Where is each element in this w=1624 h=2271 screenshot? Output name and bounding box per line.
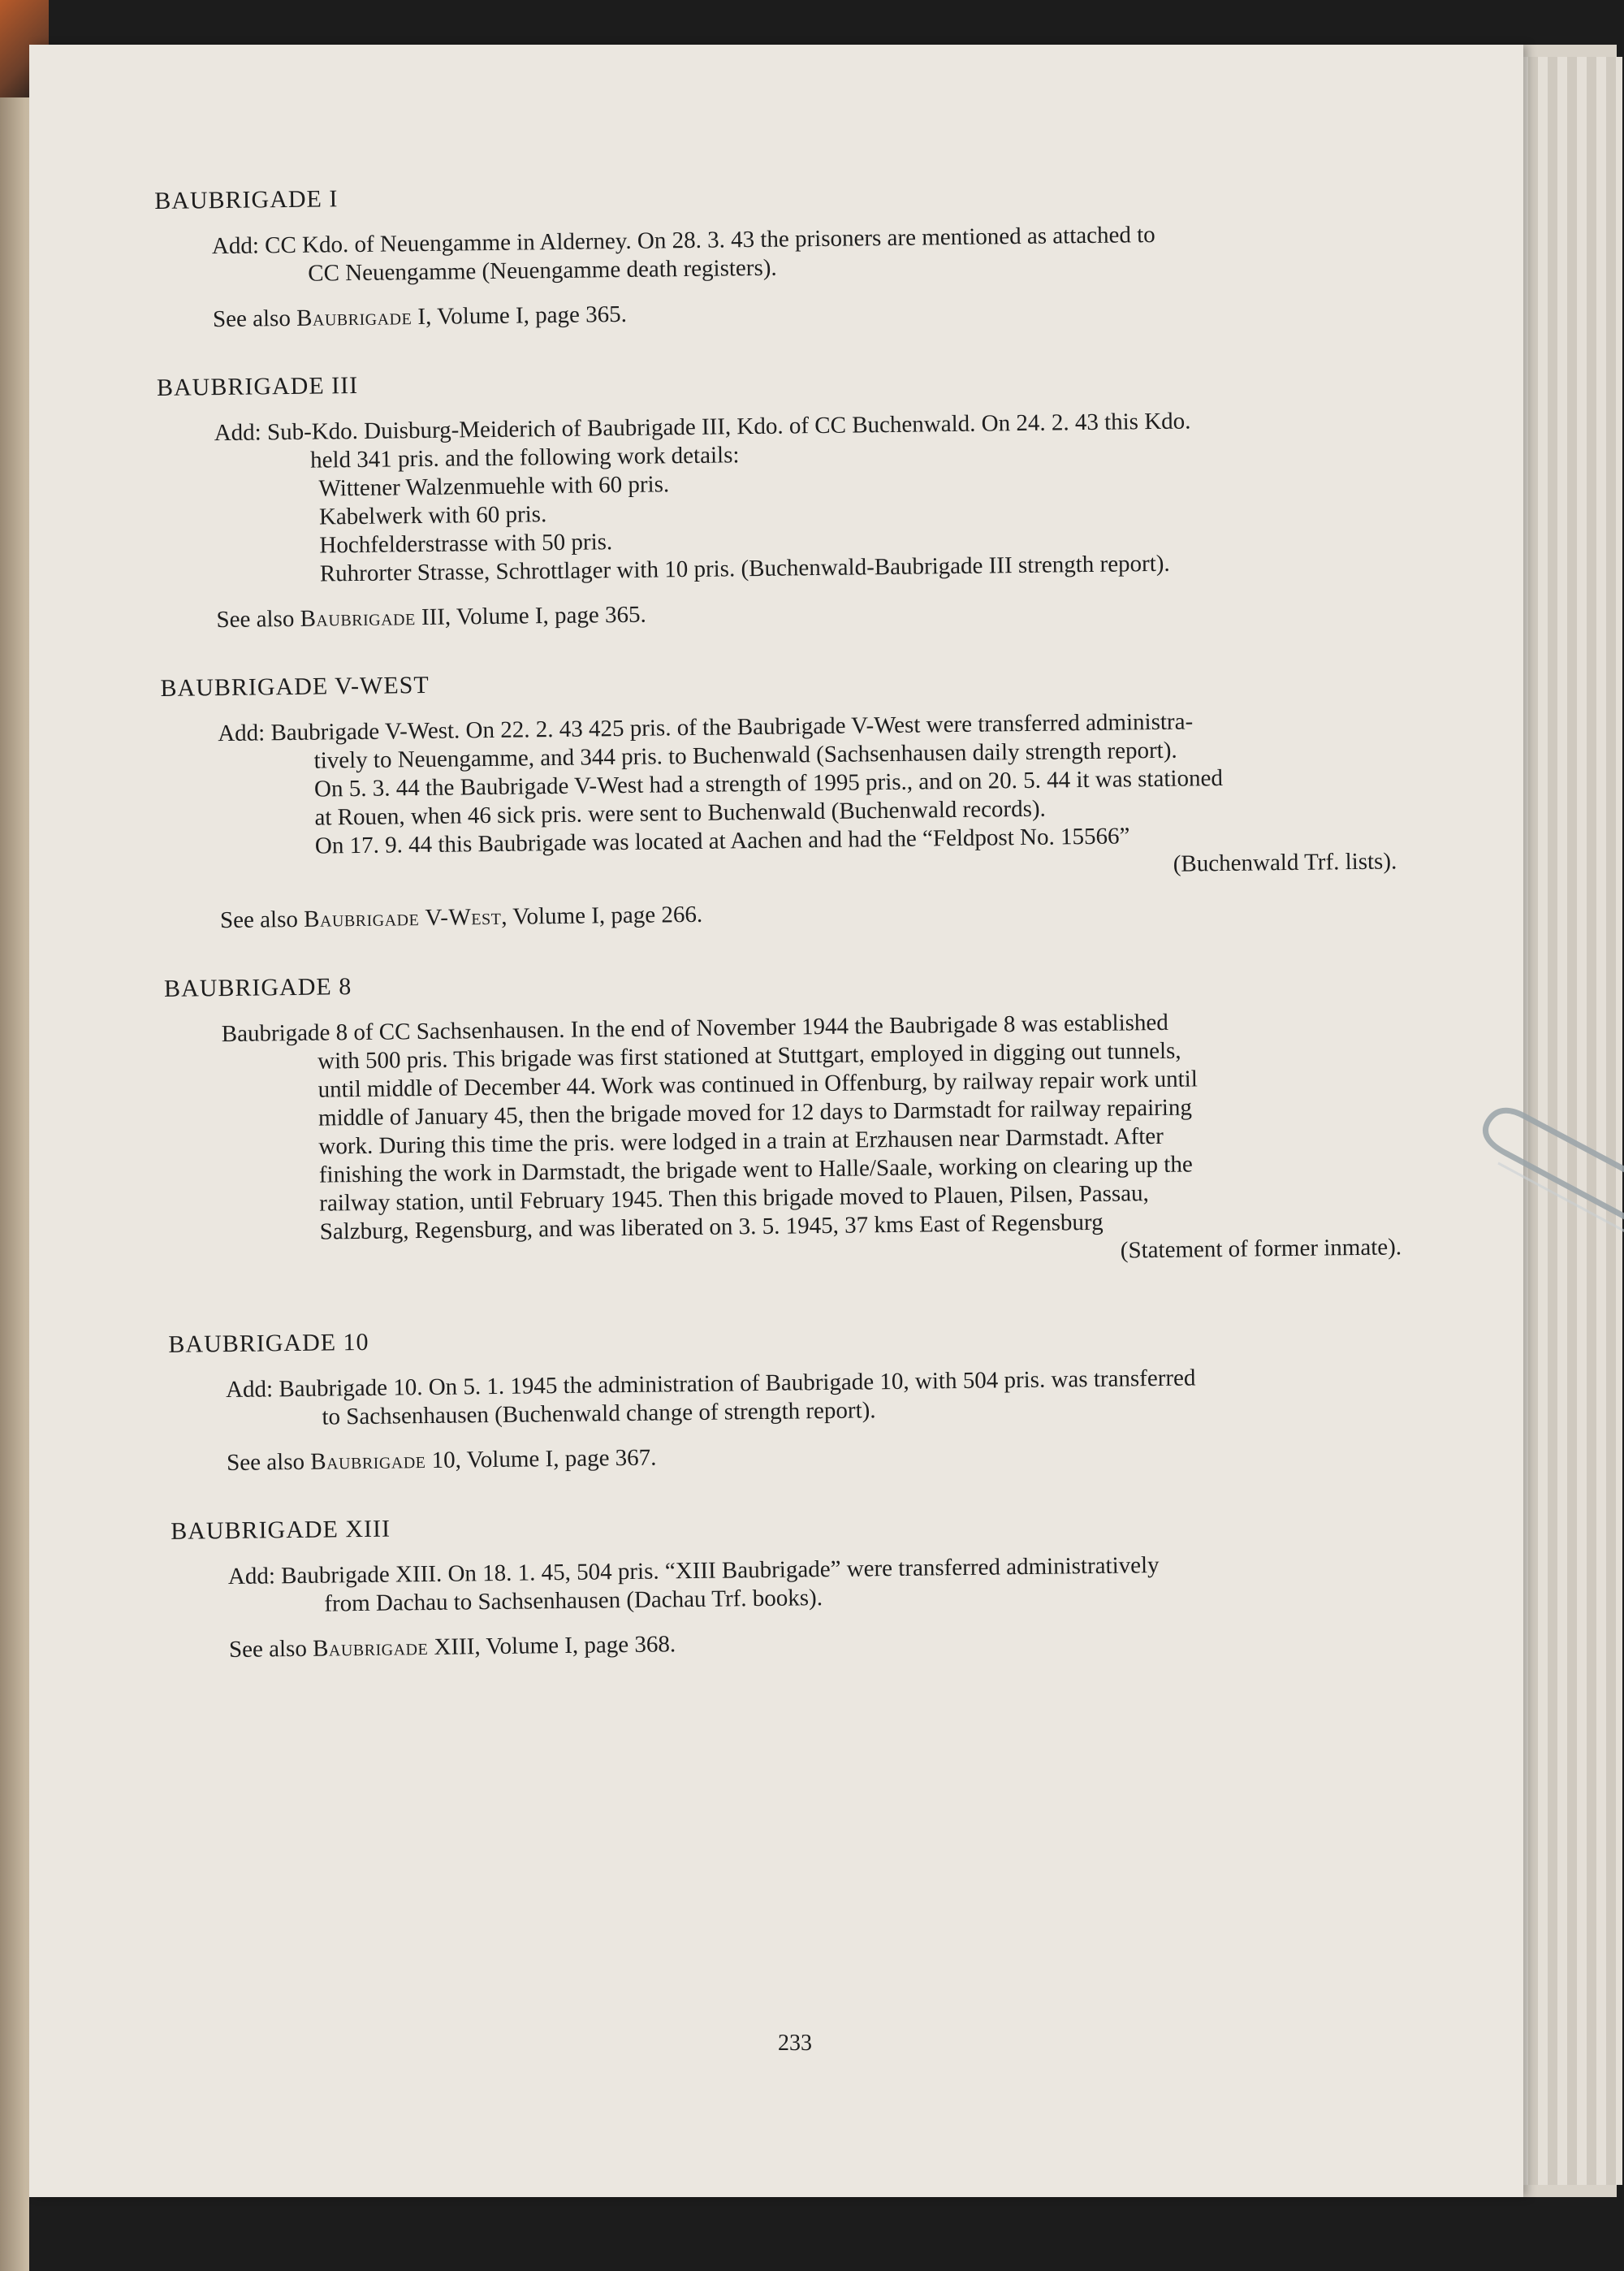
section-heading: BAUBRIGADE V-WEST: [160, 671, 430, 702]
see-also-suffix: , Volume I, page 266.: [501, 901, 703, 930]
see-also-prefix: See also: [216, 605, 300, 634]
entry-line: work. During this time the pris. were lodged in a train at Erzhausen near Darmstadt. After: [318, 1123, 1164, 1160]
section-baubrigade-i: [154, 171, 1390, 335]
work-detail: Hochfelderstrasse with 50 pris.: [319, 529, 613, 559]
section-heading: BAUBRIGADE III: [156, 371, 359, 401]
entry-line: to Sachsenhausen (Buchenwald change of strength report).: [322, 1397, 876, 1430]
see-also-prefix: See also: [227, 1448, 311, 1477]
work-detail: Ruhrorter Strasse, Schrottlager with 10 pris. (Buchenwald-Baubrigade III strength report).: [319, 550, 1170, 587]
entry-line: Add: Baubrigade 10. On 5. 1. 1945 the administration of Baubrigade 10, with 504 pris. was transferred: [225, 1365, 1196, 1404]
paper-clip-icon: [1474, 1097, 1624, 1259]
section-baubrigade-10: [168, 1315, 1404, 1478]
see-also-ref: Baubrigade V-West: [303, 903, 502, 932]
see-also-ref: Baubrigade: [296, 304, 412, 331]
source-citation: (Buchenwald Trf. lists).: [1173, 848, 1397, 877]
entry-line: railway station, until February 1945. Then this brigade moved to Plauen, Pilsen, Passau,: [319, 1180, 1150, 1217]
section-baubrigade-xiii: [171, 1502, 1406, 1665]
see-also-prefix: See also: [228, 1635, 313, 1663]
see-also-suffix: 10, Volume I, page 367.: [425, 1444, 657, 1474]
source-citation: (Statement of former inmate).: [1120, 1234, 1402, 1264]
see-also-suffix: III, Volume I, page 365.: [415, 601, 646, 631]
left-page-edge: [0, 32, 29, 2271]
entry-line: at Rouen, when 46 sick pris. were sent to Buchenwald (Buchenwald records).: [314, 795, 1046, 831]
entry-line: Add: Baubrigade V-West. On 22. 2. 43 425 pris. of the Baubrigade V-West were transferred administra-: [218, 708, 1194, 747]
entry-line: On 17. 9. 44 this Baubrigade was located at Aachen and had the “Feldpost No. 15566”: [314, 823, 1130, 859]
section-baubrigade-iii: [157, 358, 1394, 635]
entry-line: Add: Baubrigade XIII. On 18. 1. 45, 504 pris. “XIII Baubrigade” were transferred administratively: [227, 1552, 1160, 1590]
section-heading: BAUBRIGADE XIII: [171, 1515, 391, 1545]
work-detail: Kabelwerk with 60 pris.: [318, 501, 547, 530]
page-number: 233: [778, 2031, 812, 2056]
entry-line: held 341 pris. and the following work details:: [309, 442, 740, 474]
entry-line: Add: CC Kdo. of Neuengamme in Alderney. On 28. 3. 43 the prisoners are mentioned as attached to: [211, 221, 1155, 260]
see-also-prefix: See also: [219, 906, 304, 934]
page-content: [154, 171, 1406, 1664]
see-also-prefix: See also: [212, 305, 297, 333]
work-detail: Wittener Walzenmuehle with 60 pris.: [318, 471, 670, 502]
entry-line: until middle of December 44. Work was continued in Offenburg, by railway repair work until: [317, 1066, 1199, 1103]
section-heading: BAUBRIGADE 8: [163, 973, 352, 1002]
entry-line: Baubrigade 8 of CC Sachsenhausen. In the end of November 1944 the Baubrigade 8 was established: [221, 1009, 1169, 1048]
entry-line: Salzburg, Regensburg, and was liberated on 3. 5. 1945, 37 kms East of Regensburg: [319, 1209, 1104, 1245]
section-baubrigade-8: [164, 959, 1402, 1277]
see-also-suffix: XIII, Volume I, page 368.: [428, 1631, 676, 1661]
entry-line: Add: Sub-Kdo. Duisburg-Meiderich of Baubrigade III, Kdo. of CC Buchenwald. On 24. 2. 43 this Kdo.: [214, 408, 1191, 447]
entry-line: On 5. 3. 44 the Baubrigade V-West had a strength of 1995 pris., and on 20. 5. 44 it was stationed: [313, 764, 1224, 802]
entry-line: middle of January 45, then the brigade moved for 12 days to Darmstadt for railway repairing: [317, 1094, 1193, 1131]
see-also-ref: Baubrigade: [312, 1634, 429, 1662]
section-heading: BAUBRIGADE I: [154, 185, 339, 214]
entry-line: with 500 pris. This brigade was first stationed at Stuttgart, employed in digging out tunnels,: [317, 1037, 1181, 1075]
entry-line: tively to Neuengamme, and 344 pris. to Buchenwald (Sachsenhausen daily strength report).: [313, 737, 1177, 774]
see-also-ref: Baubrigade: [300, 604, 416, 632]
entry-line: CC Neuengamme (Neuengamme death registers).: [308, 254, 777, 287]
entry-line: finishing the work in Darmstadt, the brigade went to Halle/Saale, working on clearing up the: [318, 1151, 1193, 1188]
see-also-ref: Baubrigade: [310, 1447, 426, 1475]
see-also-suffix: I, Volume I, page 365.: [412, 301, 628, 331]
section-heading: BAUBRIGADE 10: [168, 1328, 369, 1358]
section-baubrigade-v-west: [160, 659, 1397, 936]
entry-line: from Dachau to Sachsenhausen (Dachau Trf. books).: [324, 1585, 823, 1617]
